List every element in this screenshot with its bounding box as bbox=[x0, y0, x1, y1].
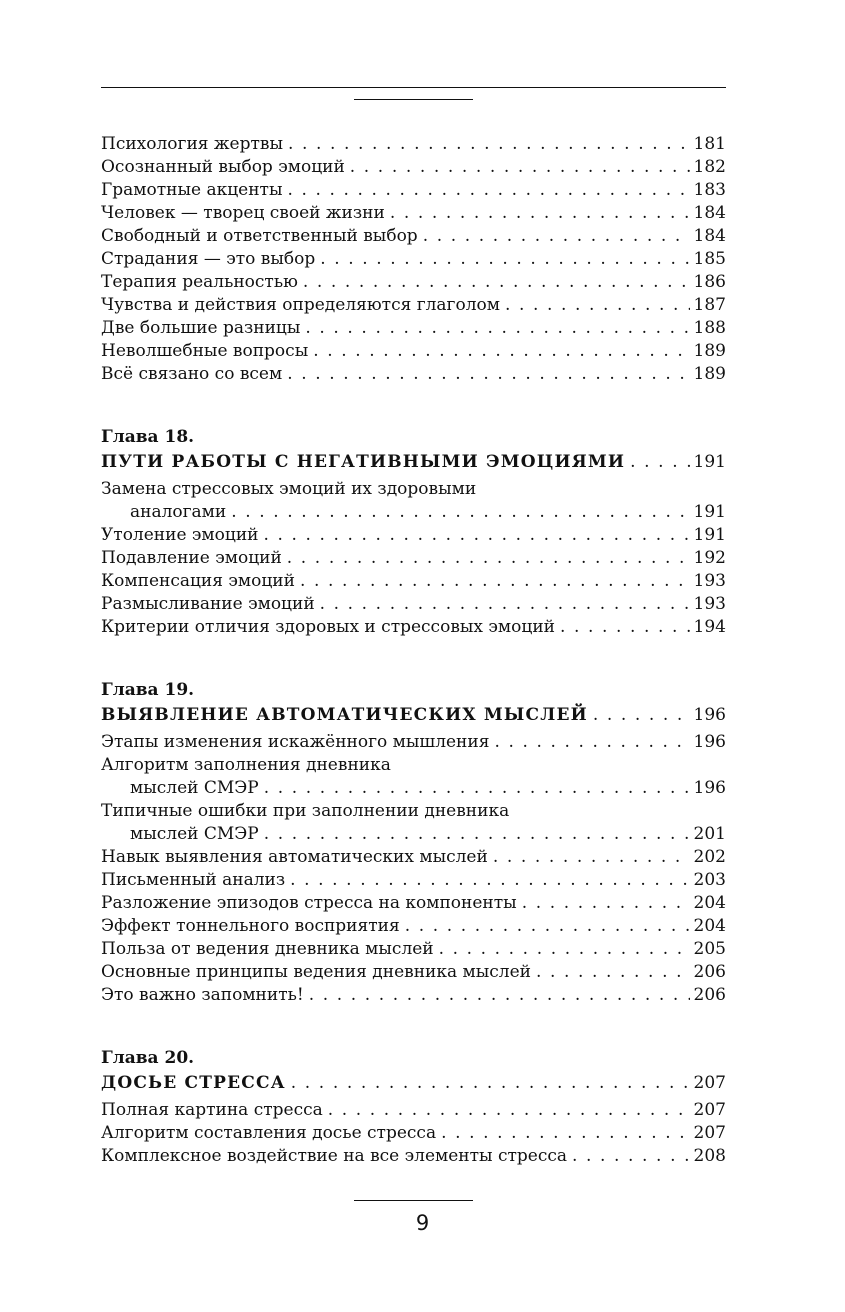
dot-leader bbox=[405, 915, 690, 938]
chapter-label: Глава 18. bbox=[101, 427, 195, 447]
chapter-18 bbox=[101, 426, 726, 639]
entry-page: 204 bbox=[693, 893, 726, 913]
entry-title: Алгоритм составления досье стресса bbox=[101, 1123, 437, 1143]
toc-entry bbox=[101, 1099, 726, 1122]
entry-title: Две большие разницы bbox=[101, 318, 301, 338]
entry-first-line: Замена стрессовых эмоций их здоровыми bbox=[101, 479, 477, 499]
entry-title: Это важно запомнить! bbox=[101, 985, 304, 1005]
dot-leader bbox=[320, 248, 689, 271]
entry-page: 184 bbox=[693, 203, 726, 223]
entry-title: Психология жертвы bbox=[101, 134, 283, 154]
toc-entry bbox=[101, 1145, 726, 1168]
page-number: 9 bbox=[415, 1211, 430, 1235]
dot-leader bbox=[231, 501, 689, 524]
entry-title: Утоление эмоций bbox=[101, 525, 259, 545]
bottom-short-rule bbox=[354, 1200, 473, 1201]
entry-title: Польза от ведения дневника мыслей bbox=[101, 939, 434, 959]
toc-entry bbox=[101, 777, 726, 800]
toc-entry bbox=[101, 202, 726, 225]
chapter-20 bbox=[101, 1047, 726, 1168]
entry-page: 189 bbox=[693, 364, 726, 384]
toc-entry bbox=[101, 179, 726, 202]
entry-title: Критерии отличия здоровых и стрессовых эмоций bbox=[101, 617, 555, 637]
entry-title: мыслей СМЭР bbox=[130, 778, 259, 798]
chapter-title bbox=[101, 1070, 726, 1097]
entry-page: 207 bbox=[693, 1123, 726, 1143]
entry-page: 192 bbox=[693, 548, 726, 568]
toc-entry bbox=[101, 156, 726, 179]
entry-page: 189 bbox=[693, 341, 726, 361]
dot-leader bbox=[328, 1099, 690, 1122]
dot-leader bbox=[423, 225, 690, 248]
entry-title: Письменный анализ bbox=[101, 870, 286, 890]
top-rule bbox=[101, 87, 726, 88]
entry-page: 186 bbox=[693, 272, 726, 292]
chapter-19 bbox=[101, 679, 726, 1007]
toc-entry bbox=[101, 823, 726, 846]
dot-leader bbox=[505, 294, 690, 317]
entry-title: Навык выявления автоматических мыслей bbox=[101, 847, 488, 867]
dot-leader bbox=[441, 1122, 689, 1145]
entry-page: 193 bbox=[693, 571, 726, 591]
entry-page: 201 bbox=[693, 824, 726, 844]
entry-page: 207 bbox=[693, 1100, 726, 1120]
entry-page: 196 bbox=[693, 732, 726, 752]
toc-entry bbox=[101, 593, 726, 616]
entry-title: Грамотные акценты bbox=[101, 180, 283, 200]
dot-leader bbox=[288, 133, 690, 156]
entry-title: аналогами bbox=[130, 502, 227, 522]
chapter-title-text: ПУТИ РАБОТЫ С НЕГАТИВНЫМИ ЭМОЦИЯМИ bbox=[101, 452, 626, 472]
dot-leader bbox=[572, 1145, 690, 1168]
chapter-title bbox=[101, 702, 726, 729]
entry-title: Полная картина стресса bbox=[101, 1100, 323, 1120]
entry-title: Терапия реальностью bbox=[101, 272, 298, 292]
entry-page: 182 bbox=[693, 157, 726, 177]
toc-entry bbox=[101, 892, 726, 915]
dot-leader bbox=[630, 449, 689, 476]
entry-title: Человек — творец своей жизни bbox=[101, 203, 385, 223]
entry-page: 181 bbox=[693, 134, 726, 154]
toc-entry bbox=[101, 225, 726, 248]
entry-page: 194 bbox=[693, 617, 726, 637]
entry-page: 206 bbox=[693, 985, 726, 1005]
entry-page: 188 bbox=[693, 318, 726, 338]
chapter-title bbox=[101, 449, 726, 476]
toc-entry bbox=[101, 248, 726, 271]
dot-leader bbox=[593, 702, 690, 729]
dot-leader bbox=[313, 340, 689, 363]
dot-leader bbox=[320, 593, 690, 616]
chapter-title-text: ВЫЯВЛЕНИЕ АВТОМАТИЧЕСКИХ МЫСЛЕЙ bbox=[101, 705, 588, 725]
toc-entry bbox=[101, 731, 726, 754]
entry-title: Комплексное воздействие на все элементы стресса bbox=[101, 1146, 568, 1166]
dot-leader bbox=[522, 892, 690, 915]
entry-title: мыслей СМЭР bbox=[130, 824, 259, 844]
entry-page: 204 bbox=[693, 916, 726, 936]
dot-leader bbox=[264, 823, 690, 846]
entry-title: Чувства и действия определяются глаголом bbox=[101, 295, 500, 315]
chapter-title-text: ДОСЬЕ СТРЕССА bbox=[101, 1073, 286, 1093]
top-short-rule bbox=[354, 99, 473, 100]
toc-entry bbox=[101, 363, 726, 386]
entry-page: 187 bbox=[693, 295, 726, 315]
toc-entry bbox=[101, 616, 726, 639]
toc-entry bbox=[101, 547, 726, 570]
toc-entry bbox=[101, 915, 726, 938]
entry-title: Размысливание эмоций bbox=[101, 594, 315, 614]
entry-page: 208 bbox=[693, 1146, 726, 1166]
table-of-contents bbox=[101, 133, 726, 1168]
entry-page: 185 bbox=[693, 249, 726, 269]
toc-entry bbox=[101, 961, 726, 984]
chapter-page: 207 bbox=[693, 1073, 726, 1093]
entry-title: Неволшебные вопросы bbox=[101, 341, 309, 361]
toc-entry bbox=[101, 938, 726, 961]
chapter-label: Глава 20. bbox=[101, 1048, 195, 1068]
toc-entry bbox=[101, 294, 726, 317]
dot-leader bbox=[291, 1070, 690, 1097]
toc-entry bbox=[101, 984, 726, 1007]
dot-leader bbox=[350, 156, 690, 179]
dot-leader bbox=[287, 547, 690, 570]
toc-entry bbox=[101, 524, 726, 547]
entry-first-line: Алгоритм заполнения дневника bbox=[101, 755, 391, 775]
entry-title: Разложение эпизодов стресса на компоненты bbox=[101, 893, 517, 913]
dot-leader bbox=[390, 202, 690, 225]
dot-leader bbox=[494, 731, 689, 754]
entry-page: 206 bbox=[693, 962, 726, 982]
chapter-label: Глава 19. bbox=[101, 680, 195, 700]
dot-leader bbox=[287, 363, 689, 386]
entry-title: Всё связано со всем bbox=[101, 364, 283, 384]
dot-leader bbox=[560, 616, 690, 639]
entry-page: 202 bbox=[693, 847, 726, 867]
toc-entry bbox=[101, 317, 726, 340]
dot-leader bbox=[300, 570, 690, 593]
entry-page: 203 bbox=[693, 870, 726, 890]
entry-title: Компенсация эмоций bbox=[101, 571, 295, 591]
entry-page: 184 bbox=[693, 226, 726, 246]
entry-page: 193 bbox=[693, 594, 726, 614]
entry-page: 191 bbox=[693, 525, 726, 545]
entry-page: 196 bbox=[693, 778, 726, 798]
entry-title: Страдания — это выбор bbox=[101, 249, 316, 269]
entry-title: Этапы изменения искажённого мышления bbox=[101, 732, 490, 752]
toc-entry bbox=[101, 340, 726, 363]
entry-title: Осознанный выбор эмоций bbox=[101, 157, 345, 177]
dot-leader bbox=[305, 317, 689, 340]
dot-leader bbox=[287, 179, 689, 202]
toc-entry bbox=[101, 570, 726, 593]
chapter-page: 191 bbox=[693, 452, 726, 472]
dot-leader bbox=[309, 984, 690, 1007]
entry-title: Основные принципы ведения дневника мыслей bbox=[101, 962, 531, 982]
entry-title: Эффект тоннельного восприятия bbox=[101, 916, 400, 936]
toc-entry bbox=[101, 846, 726, 869]
entry-page: 191 bbox=[693, 502, 726, 522]
entry-title: Подавление эмоций bbox=[101, 548, 282, 568]
entry-title: Свободный и ответственный выбор bbox=[101, 226, 418, 246]
entry-page: 205 bbox=[693, 939, 726, 959]
dot-leader bbox=[264, 777, 690, 800]
toc-entry bbox=[101, 869, 726, 892]
entry-page: 183 bbox=[693, 180, 726, 200]
toc-section-top bbox=[101, 133, 726, 386]
dot-leader bbox=[493, 846, 690, 869]
dot-leader bbox=[439, 938, 690, 961]
dot-leader bbox=[303, 271, 690, 294]
entry-first-line: Типичные ошибки при заполнении дневника bbox=[101, 801, 510, 821]
dot-leader bbox=[290, 869, 689, 892]
dot-leader bbox=[263, 524, 689, 547]
toc-entry bbox=[101, 501, 726, 524]
toc-entry bbox=[101, 133, 726, 156]
toc-entry bbox=[101, 271, 726, 294]
toc-entry bbox=[101, 1122, 726, 1145]
chapter-page: 196 bbox=[693, 705, 726, 725]
dot-leader bbox=[536, 961, 690, 984]
